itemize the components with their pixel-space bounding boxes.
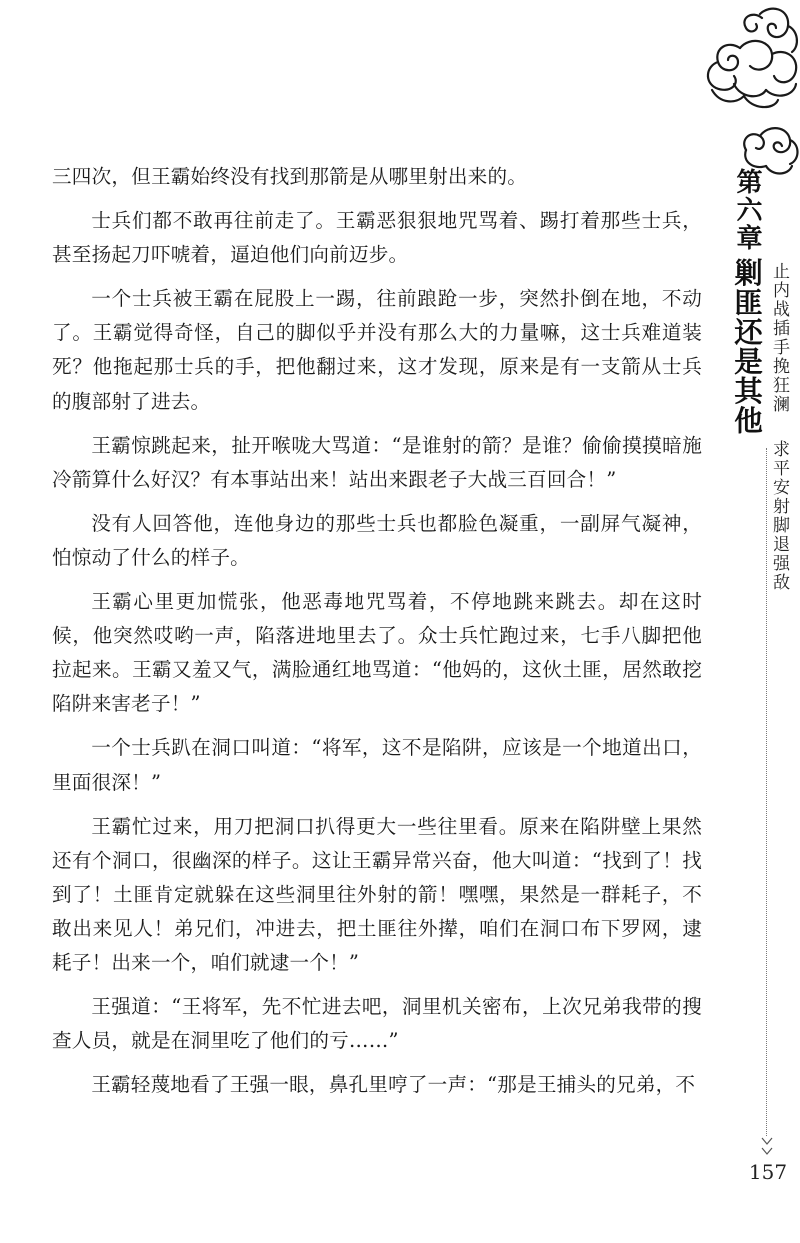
- paragraph: 士兵们都不敢再往前走了。王霸恶狠狠地咒骂着、踢打着那些士兵，甚至扬起刀吓唬着，逼迫他们向前迈步。: [52, 209, 702, 267]
- chevron-down-icon: [760, 1134, 774, 1162]
- paragraph: 王霸心里更加慌张，他恶毒地咒骂着，不停地跳来跳去。却在这时候，他突然哎哟一声，陷落进地里去了。众士兵忙跑过来，七手八脚把他拉起来。王霸又羞又气，满脸通红地骂道：“他妈的，这伙土匪，居然敢挖陷阱来害老子！”: [52, 590, 702, 716]
- chapter-number: 第六章: [732, 168, 762, 252]
- paragraph: 王霸惊跳起来，扯开喉咙大骂道：“是谁射的箭？是谁？偷偷摸摸暗施冷箭算什么好汉？有本事站出来！站出来跟老子大战三百回合！”: [52, 433, 702, 491]
- paragraph: 王霸忙过来，用刀把洞口扒得更大一些往里看。原来在陷阱壁上果然还有个洞口，很幽深的样子。这让王霸异常兴奋，他大叫道：“找到了！找到了！土匪肯定就躲在这些洞里往外射的箭！嘿嘿，果然是一群耗子，不敢出来见人！弟兄们，冲进去，把土匪往外撵，咱们在洞口布下罗网，逮耗子！出来一个，咱们就逮一个！”: [52, 814, 702, 974]
- paragraph: 三四次，但王霸始终没有找到那箭是从哪里射出来的。: [52, 165, 528, 188]
- chapter-subtitle-line-1: 止内战插手挽狂澜: [769, 262, 789, 414]
- paragraph: 一个士兵趴在洞口叫道：“将军，这不是陷阱，应该是一个地道出口，里面很深！”: [52, 736, 702, 794]
- paragraph: 没有人回答他，连他身边的那些士兵也都脸色凝重，一副屏气凝神，怕惊动了什么的样子。: [52, 511, 702, 569]
- chapter-subtitle-line-2: 求平安射脚退强敌: [769, 440, 789, 592]
- body-text: [52, 160, 702, 1112]
- sidebar-dotted-rule: [766, 448, 767, 1136]
- page-number: 157: [748, 1160, 788, 1184]
- chapter-title: 剿匪还是其他: [730, 258, 763, 435]
- paragraph: 王强道：“王将军，先不忙进去吧，洞里机关密布，上次兄弟我带的搜查人员，就是在洞里吃了他们的亏……”: [52, 995, 702, 1053]
- paragraph: 一个士兵被王霸在屁股上一踢，往前踉跄一步，突然扑倒在地，不动了。王霸觉得奇怪，自己的脚似乎并没有那么大的力量嘛，这士兵难道装死？他拖起那士兵的手，把他翻过来，这才发现，原来是有一支箭从士兵的腹部射了进去。: [52, 287, 702, 413]
- paragraph: 王霸轻蔑地看了王强一眼，鼻孔里哼了一声：“那是王捕头的兄弟，不: [91, 1073, 696, 1097]
